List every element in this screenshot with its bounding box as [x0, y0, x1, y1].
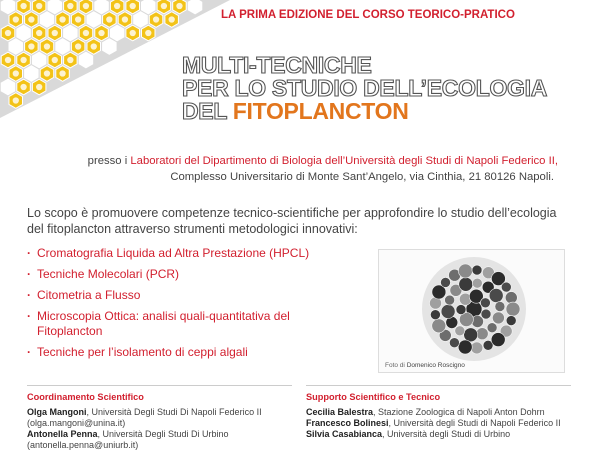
diatom-shape: [506, 316, 516, 326]
diatom-shape: [445, 295, 455, 305]
hexagon-pore: [67, 3, 73, 9]
diatom-shape: [455, 326, 465, 336]
hexagon-pore: [20, 3, 26, 9]
topic-item: · Cromatografia Liquida ad Altra Prestazione (HPCL): [27, 246, 357, 261]
diatom-shape: [432, 319, 446, 333]
hexagon-pore: [28, 70, 34, 76]
hexagon-pore: [114, 30, 120, 36]
diatom-shape: [487, 323, 497, 333]
hexagon-pore: [28, 16, 34, 22]
diatom-shape: [492, 312, 504, 324]
coordinator-email: (olga.mangoni@unina.it): [27, 418, 126, 428]
hexagon-pore: [91, 16, 97, 22]
hexagon-pore: [137, 16, 143, 22]
hexagon-pore: [13, 70, 19, 76]
divider-left: [27, 385, 292, 386]
topic-list: [27, 246, 357, 366]
coordinator-name: Olga Mangoni: [27, 407, 87, 417]
hexagon-pore: [5, 3, 11, 9]
hexagon-pore: [98, 30, 104, 36]
diatom-shape: [449, 338, 459, 348]
coordination-section: [27, 392, 297, 451]
hexagon-pore: [192, 3, 198, 9]
hexagon-pore: [130, 3, 136, 9]
hexagon-pore: [98, 3, 104, 9]
hexagon-pore: [44, 16, 50, 22]
hexagon-pore: [106, 43, 112, 49]
support-affiliation: , Università degli Studi di Urbino: [382, 429, 511, 439]
diatom-shape: [481, 309, 491, 319]
diatom-shape: [458, 340, 472, 354]
topic-item: · Tecniche per l’isolamento di ceppi algali: [27, 345, 357, 360]
hexagon-pore: [59, 16, 65, 22]
location-venue: Laboratori del Dipartimento di Biologia dell’Università degli Studi di Napoli Federico II,: [130, 155, 558, 167]
hexagon-pore: [153, 16, 159, 22]
hexagon-pore: [52, 57, 58, 63]
support-heading: Supporto Scientifico e Tecnico: [306, 392, 441, 402]
hexagon-pore: [5, 57, 11, 63]
hexagon-pore: [5, 84, 11, 90]
photo-credit-prefix: Foto di: [385, 362, 407, 369]
support-name: Cecilia Balestra: [306, 407, 374, 417]
hexagon-pore: [52, 30, 58, 36]
diatom-shape: [501, 282, 511, 292]
coordinator-entry: [27, 429, 297, 440]
phytoplankton-photo: [378, 249, 565, 373]
course-location: [0, 153, 600, 185]
diatom-shape: [456, 305, 466, 315]
hexagon-pore: [13, 97, 19, 103]
hexagon-pore: [28, 43, 34, 49]
diatom-shape: [441, 305, 455, 319]
support-name: Silvia Casabianca: [306, 429, 383, 439]
title-prefix: DEL: [182, 98, 233, 124]
diatom-shape: [491, 333, 505, 347]
divider-right: [306, 385, 571, 386]
diatom-shape: [472, 265, 482, 275]
diatom-shape: [495, 302, 505, 312]
hexagon-pore: [161, 3, 167, 9]
diatom-shape: [430, 310, 440, 320]
hexagon-pore: [20, 84, 26, 90]
hexagon-pore: [83, 30, 89, 36]
diatom-shape: [458, 264, 472, 278]
diatom-shape: [459, 277, 473, 291]
hexagon-pore: [52, 3, 58, 9]
topic-item: · Tecniche Molecolari (PCR): [27, 267, 357, 282]
hexagon-pore: [20, 30, 26, 36]
hexagon-pore: [59, 43, 65, 49]
title-line-3: [182, 98, 409, 125]
hexagon-pore: [122, 16, 128, 22]
diatom-arrangement-image: [419, 254, 529, 364]
hexagon-pore: [44, 70, 50, 76]
hexagon-pore: [36, 30, 42, 36]
title-line-1: MULTI-TECNICHE: [182, 52, 372, 78]
location-prefix: presso i: [87, 155, 131, 167]
topic-item: · Microscopia Ottica: analisi quali-quantitativa del Fitoplancton: [27, 309, 357, 339]
hexagon-pore: [36, 84, 42, 90]
diatom-shape: [480, 298, 490, 308]
hexagon-pore: [176, 3, 182, 9]
diatom-shape: [464, 328, 478, 342]
photo-credit: [385, 362, 465, 369]
title-line-2: PER LO STUDIO DELL’ECOLOGIA: [182, 75, 548, 101]
hexagon-pore: [59, 70, 65, 76]
coordination-heading: Coordinamento Scientifico: [27, 392, 144, 402]
support-affiliation: , Stazione Zoologica di Napoli Anton Dohrn: [373, 407, 545, 417]
coordinator-email: (antonella.penna@uniurb.it): [27, 440, 139, 450]
coordinator-affiliation: , Università Degli Studi Di Urbino: [97, 429, 229, 439]
coordinator-entry: [27, 407, 297, 418]
hexagon-pore: [36, 3, 42, 9]
support-entry: [306, 429, 576, 440]
hexagon-pore: [75, 43, 81, 49]
hexagon-pore: [13, 16, 19, 22]
edition-heading: LA PRIMA EDIZIONE DEL CORSO TEORICO-PRATICO: [221, 9, 515, 21]
diatom-shape: [505, 292, 517, 304]
diatom-shape: [441, 277, 451, 287]
support-entry: [306, 407, 576, 418]
hexagon-pore: [145, 3, 151, 9]
photo-credit-author: Domenico Roscigno: [406, 362, 465, 369]
hexagon-pore: [91, 43, 97, 49]
diatom-shape: [506, 302, 520, 316]
support-section: [306, 392, 576, 440]
coordinator-affiliation: , Università Degli Studi Di Napoli Federico II: [86, 407, 262, 417]
support-name: Francesco Bolinesi: [306, 418, 389, 428]
hexagon-pore: [83, 57, 89, 63]
support-affiliation: , Università degli Studi di Napoli Federico II: [388, 418, 561, 428]
hexagon-pore: [67, 30, 73, 36]
hexagon-pore: [36, 57, 42, 63]
hexagon-pore: [20, 57, 26, 63]
diatom-shape: [489, 289, 503, 303]
diatom-shape: [472, 278, 482, 288]
topic-item: · Citometria a Flusso: [27, 288, 357, 303]
hexagon-pore: [106, 16, 112, 22]
hexagon-pore: [169, 16, 175, 22]
hexagon-pore: [75, 16, 81, 22]
location-address: Complesso Universitario di Monte Sant’Angelo, via Cinthia, 21 80126 Napoli.: [170, 171, 554, 183]
diatom-shape: [476, 328, 488, 340]
coordinator-name: Antonella Penna: [27, 429, 98, 439]
hexagon-pore: [145, 30, 151, 36]
hexagon-pore: [114, 3, 120, 9]
course-scope: Lo scopo è promuovere competenze tecnico-scientifiche per approfondire lo studio dell’ecologia del fitoplancton attraverso strumenti metodologici innovativi:: [27, 206, 557, 236]
support-entry: [306, 418, 576, 429]
hexagon-pore: [5, 30, 11, 36]
hexagon-pore: [44, 43, 50, 49]
hexagon-pore: [13, 43, 19, 49]
hexagon-pore: [67, 57, 73, 63]
hexagon-pore: [130, 30, 136, 36]
title-accent: FITOPLANCTON: [232, 98, 409, 124]
diatom-shape: [471, 342, 483, 354]
hexagon-pore: [83, 3, 89, 9]
